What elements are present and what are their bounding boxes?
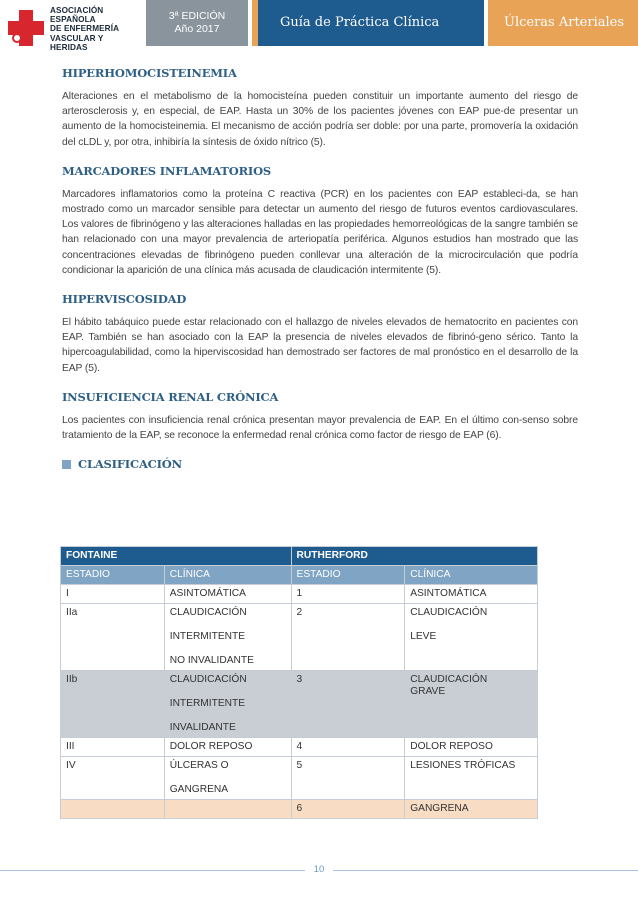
section-title: HIPERHOMOCISTEINEMIA [62, 66, 237, 80]
table-row [61, 738, 538, 757]
section-paragraph: Los pacientes con insuficiencia renal crónica presentan mayor prevalencia de EAP. En el último con-senso sobre tratamiento de la EAP, se reconoce la enfermedad renal crónica como factor de riesgo de EAP (6). [62, 414, 578, 442]
fontaine-stage: IIb [61, 671, 165, 738]
table-row [61, 800, 538, 819]
rutherford-clinic: ASINTOMÁTICA [405, 585, 538, 604]
rutherford-stage: 2 [291, 604, 405, 671]
table-row [61, 757, 538, 800]
fontaine-stage: III [61, 738, 165, 757]
section-title: HIPERVISCOSIDAD [62, 292, 187, 307]
fontaine-clinic: ÚLCERAS O GANGRENA [164, 757, 291, 800]
guide-title-box [252, 0, 484, 46]
rutherford-stage: 3 [291, 671, 405, 738]
rutherford-stage: 1 [291, 585, 405, 604]
classification-title: CLASIFICACIÓN [78, 457, 182, 472]
fontaine-stage: I [61, 585, 165, 604]
section-paragraph: Marcadores inflamatorios como la proteína C reactiva (PCR) en los pacientes con EAP estableci-da, se han mostrado como un marcador sensible para detectar un aumento del riesgo de futuros eventos cardiovasculares. Los valores de fibrinógeno y las alteraciones halladas en las propiedades hemorreológicas de la sangre también se han relacionado con una mayor prevalencia de arteriopatía periférica. Algunos estudios han mostrado que las concentraciones elevadas de fibrinógeno pueden conllevar una alteración de la microcirculación que podría condicionar la aparición de una clínica más acusada de claudicación intermitente (5). [62, 188, 578, 276]
topic-box [488, 0, 638, 46]
classification-table [60, 546, 538, 819]
fontaine-stage: IV [61, 757, 165, 800]
fontaine-clinic: CLAUDICACIÓN INTERMITENTE NO INVALIDANTE [164, 604, 291, 671]
section-paragraph: Alteraciones en el metabolismo de la homocisteína pueden constituir un importante aumento del riesgo de arterosclerosis y, en especial, de EAP. Hasta un 30% de los pacientes jóvenes con EAP pue-de presentar un aumento de la homocisteinemia. El mecanismo de acción podría ser doble: por una parte, promovería la oxidación del cLDL y, por otra, inhibiría la síntesis de óxido nítrico (5). [62, 91, 578, 148]
fontaine-clinic: DOLOR REPOSO [164, 738, 291, 757]
rutherford-clinic: LESIONES TRÓFICAS [405, 757, 538, 800]
rutherford-stage: 4 [291, 738, 405, 757]
rutherford-clinic: GANGRENA [405, 800, 538, 819]
page-number: 10 [305, 862, 333, 878]
edition-year: Año 2017 [174, 23, 220, 35]
topic-title: Úlceras Arteriales [504, 15, 625, 30]
column-header: CLÍNICA [405, 566, 538, 585]
section-paragraph: El hábito tabáquico puede estar relacionado con el hallazgo de niveles elevados de hematocrito en pacientes con EAP. También se han asociado con la EAP la presencia de niveles elevados de fibrinó-geno sérico. Tanto la hipercoagulabilidad, como la hiperviscosidad han demostrado ser factores de mal pronóstico en el desarrollo de la EAP (5). [62, 317, 578, 374]
square-bullet-icon [62, 460, 71, 469]
classification-heading [62, 457, 578, 471]
table-row [61, 604, 538, 671]
page-header [0, 0, 638, 52]
column-header: CLÍNICA [164, 566, 291, 585]
main-content [62, 66, 578, 480]
fontaine-clinic [164, 800, 291, 819]
table-row [61, 585, 538, 604]
rutherford-stage: 5 [291, 757, 405, 800]
table-row [61, 671, 538, 738]
edition-box [146, 0, 248, 46]
fontaine-stage [61, 800, 165, 819]
guide-title: Guía de Práctica Clínica [280, 15, 440, 30]
guide-accent-bar [252, 0, 258, 46]
fontaine-clinic: CLAUDICACIÓN INTERMITENTE INVALIDANTE [164, 671, 291, 738]
rutherford-clinic: DOLOR REPOSO [405, 738, 538, 757]
section-title: MARCADORES INFLAMATORIOS [62, 163, 272, 178]
rutherford-stage: 6 [291, 800, 405, 819]
section-title: INSUFICIENCIA RENAL CRÓNICA [62, 389, 279, 404]
fontaine-header: FONTAINE [61, 547, 292, 566]
aevh-logo [6, 4, 136, 52]
red-cross-icon [6, 8, 46, 48]
rutherford-clinic: CLAUDICACIÓN GRAVE [405, 671, 538, 738]
column-header: ESTADIO [291, 566, 405, 585]
edition-label: 3ª EDICIÓN [168, 10, 226, 22]
rutherford-header: RUTHERFORD [291, 547, 537, 566]
column-header: ESTADIO [61, 566, 165, 585]
logo-text: ASOCIACIÓN ESPAÑOLA DE ENFERMERÍA VASCULAR Y HERIDAS [50, 6, 120, 52]
fontaine-stage: IIa [61, 604, 165, 671]
fontaine-clinic: ASINTOMÁTICA [164, 585, 291, 604]
rutherford-clinic: CLAUDICACIÓN LEVE [405, 604, 538, 671]
